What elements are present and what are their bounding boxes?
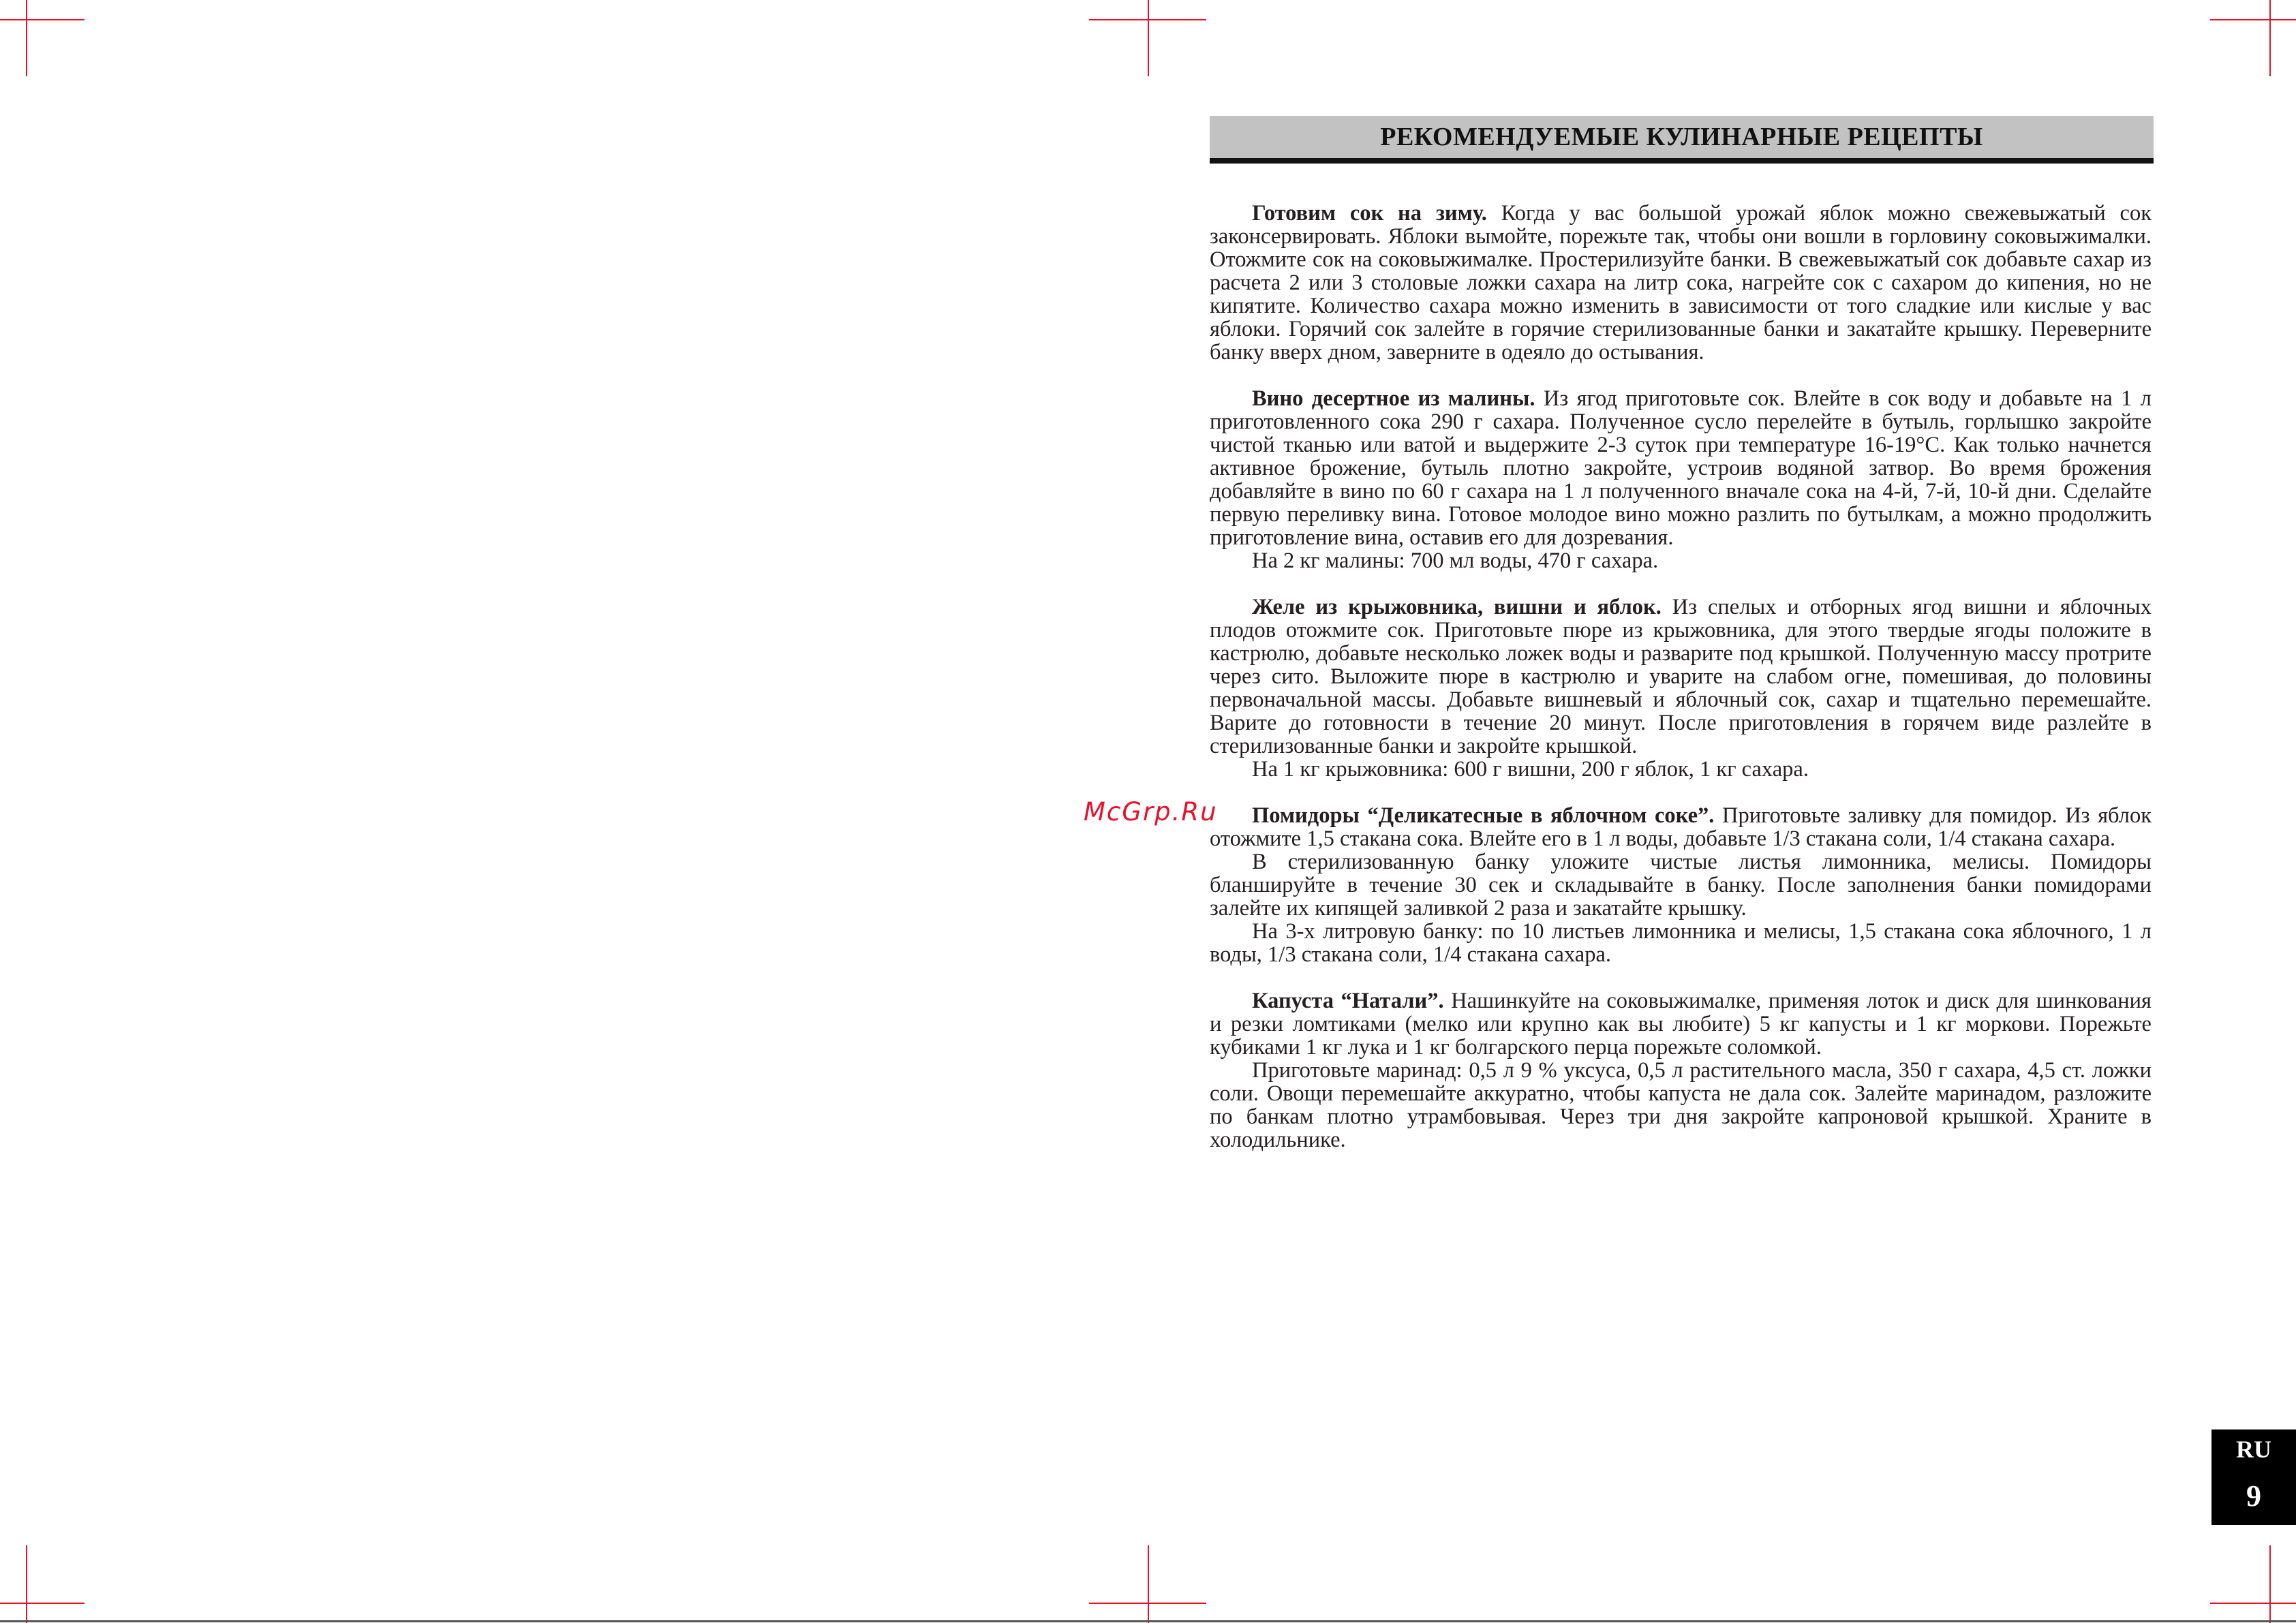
recipe-paragraph [1210,989,2152,1059]
crop-mark [0,19,85,20]
page-bottom-rule [0,1620,2296,1622]
recipe-text: Из спелых и отборных ягод вишни и яблочных плодов отожмите сок. Приготовьте пюре из крыжовника, для этого твердые ягоды положите в кастрюлю, добавьте несколько ложек воды и разварите под крышкой. Полученную массу протрите через сито. Выложите пюре в кастрюлю и уварите на слабом огне, помешивая, до половины первоначальной массы. Добавьте вишневый и яблочный сок, сахар и тщательно перемешайте. Варите до готовности в течение 20 минут. После приготовления в горячем виде разлейте в стерилизованные банки и закройте крышкой. [1210,595,2152,758]
recipe-title: Капуста “Натали”. [1252,989,1444,1013]
crop-mark [26,0,27,76]
recipe-text: Когда у вас большой урожай яблок можно свежевыжатый сок законсервировать. Яблоки вымойте, порежьте так, чтобы они вошли в горловину соковыжималки. Отожмите сок на соковыжималке. Простерилизуйте банки. В свежевыжатый сок добавьте сахар из расчета 2 или 3 столовые ложки сахара на литр сока, нагрейте сок с сахаром до кипения, но не кипятите. Количество сахара можно изменить в зависимости от того сладкие или кислые у вас яблоки. Горячий сок залейте в горячие стерилизованные банки и закатайте крышку. Переверните банку вверх дном, заверните в одеяло до остывания. [1210,201,2152,365]
recipe-title: Готовим сок на зиму. [1252,201,1487,226]
recipe-text: Нашинкуйте на соковыжималке, применяя лоток и диск для шинкования и резки ломтиками (мелко или крупно как вы любите) 5 кг капусты и 1 кг моркови. Порежьте кубиками 1 кг лука и 1 кг болгарского перца порежьте соломкой. [1210,989,2152,1060]
recipe-ingredients: На 2 кг малины: 700 мл воды, 470 г сахара. [1252,548,1659,573]
crop-mark [26,1545,27,1623]
page-title: РЕКОМЕНДУЕМЫЕ КУЛИНАРНЫЕ РЕЦЕПТЫ [1380,123,1983,151]
page-number: 9 [2246,1479,2261,1513]
recipe-title: Желе из крыжовника, вишни и яблок. [1252,595,1662,619]
recipe-ingredients: На 3-х литровую банку: по 10 листьев лимонника и мелисы, 1,5 стакана сока яблочного, 1 л воды, 1/3 стакана соли, 1/4 стакана сахара. [1210,919,2152,967]
recipe-text: Из ягод приготовьте сок. Влейте в сок воду и добавьте на 1 л приготовленного сока 290 г сахара. Полученное сусло перелейте в бутыль, горлышко закройте чистой тканью или ватой и выдержите 2-3 суток при температуре 16-19°С. Как только начнется активное брожение, бутыль плотно закройте, устроив водяной затвор. Во время брожения добавляйте в вино по 60 г сахара на 1 л полученного вначале сока на 4-й, 7-й, 10-й дни. Сделайте первую переливку вина. Готовое молодое вино можно разлить по бутылкам, а можно продолжить приготовление вина, оставив его для дозревания. [1210,386,2152,550]
crop-mark [2210,1603,2296,1604]
recipe-paragraph [1210,804,2152,850]
recipe-title: Помидоры “Деликатесные в яблочном соке”. [1252,803,1715,828]
recipe-title: Вино десертное из малины. [1252,386,1535,411]
recipe-paragraph [1210,596,2152,758]
crop-mark [1148,0,1149,76]
crop-mark [2269,0,2271,76]
recipe-paragraph [1210,387,2152,549]
recipe-text: Приготовьте заливку для помидор. Из яблок отожмите 1,5 стакана сока. Влейте его в 1 л воды, добавьте 1/3 стакана соли, 1/4 стакана сахара. [1210,803,2152,851]
recipes-body [1210,202,2152,1151]
language-label: RU [2236,1436,2271,1463]
crop-mark [2210,19,2296,20]
recipe-paragraph [1210,202,2152,364]
crop-mark [2269,1545,2271,1623]
crop-mark [1148,1545,1149,1623]
recipe-ingredients: На 1 кг крыжовника: 600 г вишни, 200 г яблок, 1 кг сахара. [1252,757,1809,782]
recipe-text: В стерилизованную банку уложите чистые листья лимонника, мелисы. Помидоры бланшируйте в течение 30 сек и складывайте в банку. После заполнения банки помидорами залейте их кипящей заливкой 2 раза и закатайте крышку. [1210,850,2152,921]
watermark-link[interactable]: McGrp.Ru [1084,797,1218,826]
crop-mark [0,1603,85,1604]
page-number-tab [2211,1429,2296,1525]
recipe-text: Приготовьте маринад: 0,5 л 9 % уксуса, 0,5 л растительного масла, 350 г сахара, 4,5 ст. ложки соли. Овощи перемешайте аккуратно, чтобы капуста не дала сок. Залейте маринадом, разложите по банкам плотно утрамбовывая. Через три дня закройте капроновой крышкой. Храните в холодильнике. [1210,1058,2152,1152]
section-header [1210,116,2154,164]
